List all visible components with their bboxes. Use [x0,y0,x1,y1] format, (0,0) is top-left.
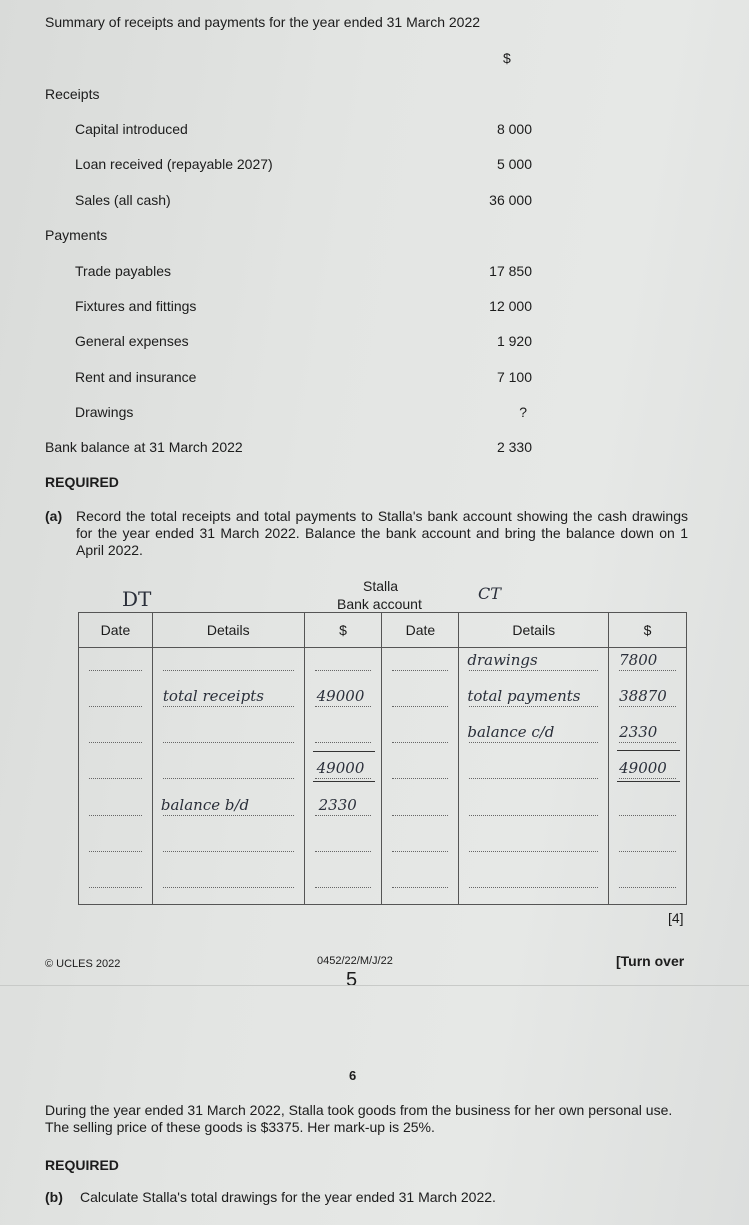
page-number: 5 [346,969,358,991]
marks-label: [4] [668,910,684,926]
required-heading: REQUIRED [45,1157,119,1173]
payment-label: Rent and insurance [75,369,197,385]
total-left: 49000 [316,759,365,778]
page-divider [0,985,749,986]
payment-label: General expenses [75,333,189,349]
paper-code: 0452/22/M/J/22 [317,955,393,967]
header-date: Date [382,613,459,648]
currency-heading: $ [503,50,511,66]
turn-over: [Turn over [616,953,685,969]
part-a-letter: (a) [45,508,63,524]
payment-value: 7 100 [496,369,532,385]
header-amount: $ [609,613,687,648]
receipt-value: 5 000 [496,156,532,172]
table-row [79,720,687,756]
payment-value: 12 000 [489,298,532,314]
header-date: Date [79,613,153,648]
part-b-letter: (b) [45,1189,63,1205]
receipts-heading: Receipts [45,86,100,102]
header-details: Details [152,613,304,648]
header-amount: $ [304,613,382,648]
header-details: Details [459,613,609,648]
credit-note: CT [478,584,501,603]
table-row [79,756,687,792]
account-title: Bank account [337,596,422,612]
entry-total-receipts: total receipts [162,686,264,705]
entry-balance-cd: balance c/d [467,723,555,742]
part-a-text: Record the total receipts and total payments to Stalla's bank account showing the cash drawings for the year ended 31 March 2022. Balance the bank account and bring the balance down on 1 April 2022. [76,508,688,558]
entry-drawings: drawings [467,651,538,670]
receipt-label: Sales (all cash) [75,192,171,208]
table-row [79,648,687,684]
payment-label: Drawings [75,404,134,420]
bank-balance-label: Bank balance at 31 March 2022 [45,439,243,455]
entry-balance-bd: balance b/d [160,795,250,814]
page-number: 6 [349,1068,357,1083]
debit-note: DT [122,587,152,611]
table-row [79,684,687,720]
receipt-value: 8 000 [496,121,532,137]
table-row [79,829,687,865]
payment-value: 17 850 [489,263,532,279]
payment-value: 1 920 [496,333,532,349]
receipt-label: Capital introduced [75,121,188,137]
total-right: 49000 [619,759,667,778]
amount-total-payments: 38870 [619,686,667,705]
payments-heading: Payments [45,227,108,243]
page2-text: During the year ended 31 March 2022, Stalla took goods from the business for her own personal use. The selling price of these goods is $3375. Her mark-up is 25%. [45,1102,673,1135]
receipt-label: Loan received (repayable 2027) [75,156,273,172]
amount-drawings: 7800 [619,651,658,670]
receipt-value: 36 000 [489,192,532,208]
payment-label: Trade payables [75,263,171,279]
amount-total-receipts: 49000 [316,686,365,705]
payment-value: ? [519,404,527,420]
amount-balance-cd: 2330 [619,723,658,742]
table-row [79,865,687,905]
payment-label: Fixtures and fittings [75,298,197,314]
account-owner: Stalla [363,578,399,594]
summary-title: Summary of receipts and payments for the year ended 31 March 2022 [45,14,481,30]
amount-balance-bd: 2330 [318,795,357,814]
part-b-text: Calculate Stalla's total drawings for the year ended 31 March 2022. [80,1189,496,1205]
required-heading: REQUIRED [45,474,119,490]
bank-account-table [78,612,687,905]
bank-balance-value: 2 330 [496,439,532,455]
entry-total-payments: total payments [467,686,581,705]
copyright: © UCLES 2022 [45,958,121,970]
table-row [79,793,687,829]
